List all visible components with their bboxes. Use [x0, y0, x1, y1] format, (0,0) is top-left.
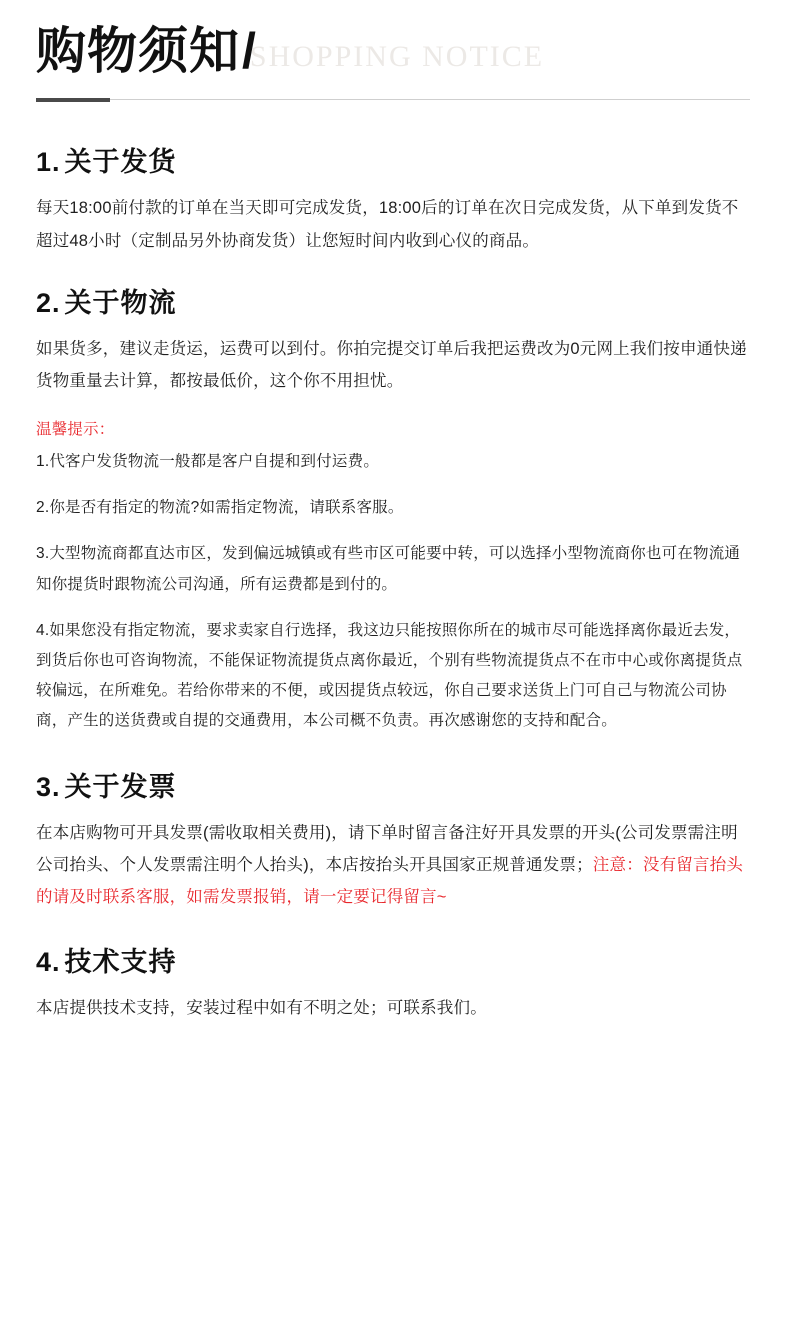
- section-logistics-paragraph: 如果货多，建议走货运，运费可以到付。你拍完提交订单后我把运费改为0元网上我们按申通快递货物重量去计算，都按最低价，这个你不用担忧。: [36, 340, 747, 391]
- section-support: [36, 946, 754, 1025]
- logistics-note-2: 2.你是否有指定的物流?如需指定物流，请联系客服。: [36, 499, 404, 517]
- section-shipping-number: 1.: [36, 147, 61, 177]
- section-logistics-number: 2.: [36, 287, 61, 318]
- title-divider: [36, 98, 754, 102]
- logistics-note-3: 3.大型物流商都直达市区，发到偏远城镇或有些市区可能要中转，可以选择小型物流商你也可在物流通知你提货时跟物流公司沟通，所有运费都是到付的。: [36, 545, 741, 593]
- invoice-text-warning: 注意：没有留言抬头的请及时联系客服，如需发票报销，请一定要记得留言~: [36, 856, 744, 907]
- section-logistics: [36, 287, 754, 737]
- page-title-en: SHOPPING NOTICE: [249, 40, 545, 73]
- section-support-title: [36, 946, 754, 978]
- section-shipping-paragraph: 每天18:00前付款的订单在当天即可完成发货，18:00后的订单在次日完成发货，从下单到发货不超过48小时（定制品另外协商发货）让您短时间内收到心仪的商品。: [36, 199, 739, 250]
- section-invoice: [36, 771, 754, 914]
- section-invoice-paragraph: [36, 817, 754, 914]
- warm-tip-label: 温馨提示：: [36, 421, 115, 439]
- section-support-number: 4.: [36, 946, 61, 977]
- page-header: [36, 23, 754, 118]
- section-support-paragraph: 本店提供技术支持，安装过程中如有不明之处；可联系我们。: [36, 998, 487, 1017]
- logistics-note-1: 1.代客户发货物流一般都是客户自提和到付运费。: [36, 452, 380, 470]
- divider-accent: [36, 98, 110, 102]
- section-shipping-heading: 关于发货: [64, 147, 177, 177]
- logistics-note-4: 4.如果您没有指定物流，要求卖家自行选择，我这边只能按照你所在的城市尽可能选择离你最近去发，到货后你也可咨询物流，不能保证物流提货点离你最近，个别有些物流提货点不在市中心或你离提货点较偏远，在所难免。若给你带来的不便，或因提货点较远，你自己要求送货上门可自己与物流公司协商，产生的送货费或自提的交通费用，本公司概不负责。再次感谢您的支持和配合。: [36, 621, 743, 730]
- divider-line: [36, 99, 750, 100]
- section-support-heading: 技术支持: [64, 946, 177, 977]
- section-invoice-title: [36, 771, 754, 803]
- page-title-cn: 购物须知: [36, 23, 240, 79]
- section-logistics-heading: 关于物流: [64, 287, 177, 318]
- invoice-text-lead: 在本店购物可开具发票(需收取相关费用)，请下单时留言备注好开具发票的开头(公司发票需注明公司抬头、个人发票需注明个人抬头)，本店按抬头开具国家正规普通发票；: [36, 824, 738, 875]
- section-shipping-title: [36, 146, 754, 178]
- section-invoice-number: 3.: [36, 771, 61, 802]
- section-invoice-heading: 关于发票: [64, 771, 177, 802]
- page-title-slash: /: [242, 23, 256, 79]
- page-title: [36, 23, 754, 79]
- section-logistics-title: [36, 287, 754, 319]
- section-shipping: [36, 146, 754, 257]
